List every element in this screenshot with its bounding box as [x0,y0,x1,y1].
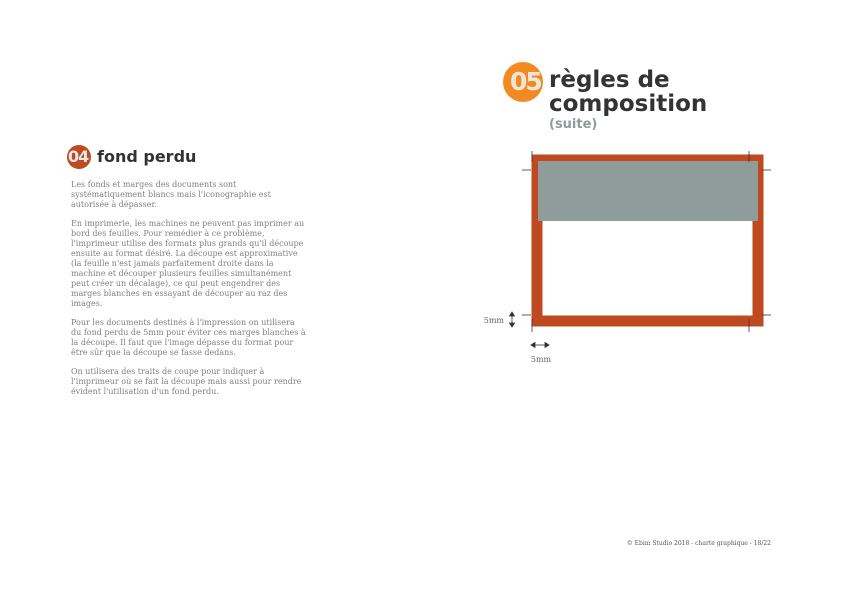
section-05-subtitle: (suite) [549,117,598,132]
section-05-number: 05 [510,67,541,96]
section-04-paragraph: En imprimerie, les machines ne peuvent pas imprimer au bord des feuilles. Pour remédier à ce problème, l'imprimeur utilise des formats plus grands qu'il découpe ensuite au format désiré. La découpe est approximative (la feuille n'est jamais parfaitement droite dans la machine et découper plusieurs feuilles simultanément peut créer un décalage), ce qui peut engendrer des marges blanches en essayant de découper au raz des images. [71,219,305,308]
vertical-double-arrow-icon [510,312,515,327]
horizontal-double-arrow-icon [531,343,549,348]
image-band [538,161,758,221]
section-04-number: 04 [68,147,89,166]
section-04-paragraph: Les fonds et marges des documents sont systématiquement blancs mais l'iconographie est autorisée à dépasser. [71,180,271,209]
section-05-title: règles de composition [549,67,708,117]
section-04-paragraph: On utilisera des traits de coupe pour indiquer à l'imprimeur où se fait la découpe mais aussi pour rendre évident l'utilisation d'un fond perdu. [71,367,302,396]
horizontal-dimension-label: 5mm [530,355,552,364]
page-footer: © Ebim Studio 2018 - charte graphique - 18/22 [626,540,771,547]
section-04-title: fond perdu [97,147,197,166]
vertical-dimension-label: 5mm [483,316,504,325]
section-04-paragraph: Pour les documents destinés à l'impression on utilisera du fond perdu de 5mm pour éviter ces marges blanches à la découpe. Il faut que l'image dépasse du format pour être sûr que la découpe se fasse dedans. [71,318,306,357]
